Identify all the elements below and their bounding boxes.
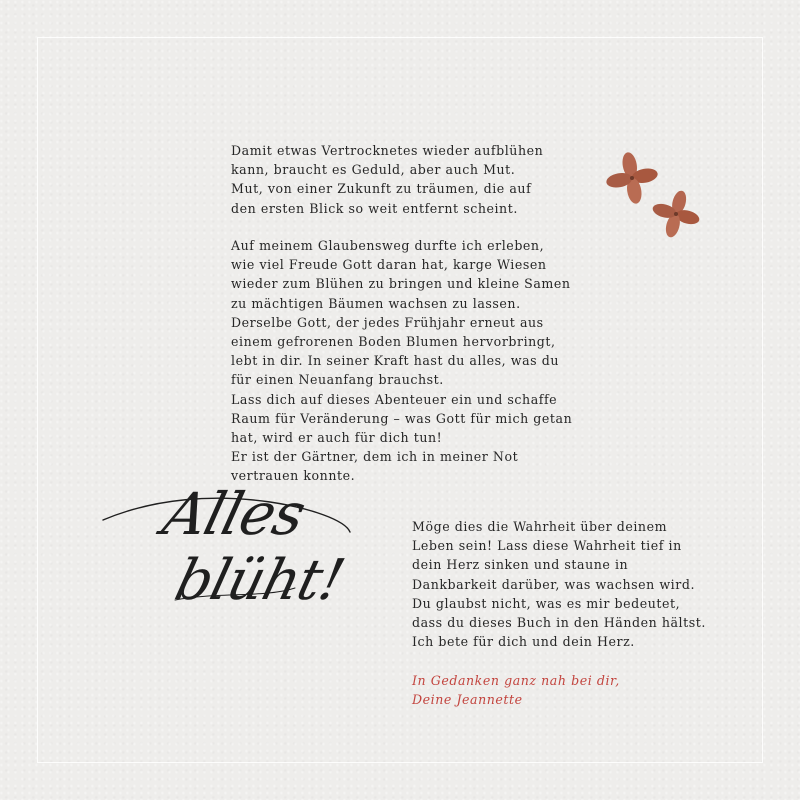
text-line: Mut, von einer Zukunft zu träumen, die auf	[231, 181, 532, 197]
closing-paragraph	[412, 517, 706, 651]
text-line: für einen Neuanfang brauchst.	[231, 372, 444, 388]
text-line: kann, braucht es Geduld, aber auch Mut.	[231, 162, 516, 178]
text-line: Dankbarkeit darüber, was wachsen wird.	[412, 576, 696, 592]
text-line: hat, wird er auch für dich tun!	[231, 430, 443, 446]
text-line: vertrauen konnte.	[231, 468, 356, 484]
text-line: Er ist der Gärtner, dem ich in meiner Not	[231, 449, 519, 465]
text-line: Damit etwas Vertrocknetes wieder aufblühen	[231, 143, 544, 158]
text-line: wieder zum Blühen zu bringen und kleine Samen	[231, 276, 571, 292]
text-line: lebt in dir. In seiner Kraft hast du alles, was du	[231, 353, 559, 369]
text-line: dass du dieses Buch in den Händen hältst.	[412, 615, 706, 631]
lettering-line-1: Alles	[156, 480, 312, 548]
text-line: Derselbe Gott, der jedes Frühjahr erneut aus	[231, 314, 544, 330]
intro-paragraph	[231, 141, 543, 218]
text-line: wie viel Freude Gott daran hat, karge Wiesen	[231, 257, 547, 273]
signature-line: In Gedanken ganz nah bei dir,	[412, 673, 620, 688]
dried-flower-petals-icon	[596, 148, 706, 248]
petal-cluster-2	[651, 189, 701, 239]
text-line: Möge dies die Wahrheit über deinem	[412, 519, 668, 534]
petal-cluster-1	[605, 151, 659, 205]
lettering-line-2: blüht!	[168, 548, 351, 613]
text-line: einem gefrorenen Boden Blumen hervorbringt,	[231, 334, 556, 350]
text-line: den ersten Blick so weit entfernt scheint.	[231, 200, 518, 216]
text-line: Auf meinem Glaubensweg durfte ich erleben,	[231, 238, 545, 253]
text-line: dein Herz sinken und staune in	[412, 557, 629, 573]
text-line: Leben sein! Lass diese Wahrheit tief in	[412, 538, 682, 554]
hand-lettering-title	[95, 480, 415, 630]
signature-name: Deine Jeannette	[412, 692, 523, 708]
text-line: zu mächtigen Bäumen wachsen zu lassen.	[231, 295, 521, 311]
main-paragraph	[231, 236, 572, 486]
signature	[412, 671, 620, 709]
text-line: Raum für Veränderung – was Gott für mich getan	[231, 410, 573, 426]
text-line: Du glaubst nicht, was es mir bedeutet,	[412, 595, 681, 611]
text-line: Lass dich auf dieses Abenteuer ein und schaffe	[231, 391, 558, 407]
text-line: Ich bete für dich und dein Herz.	[412, 634, 635, 650]
